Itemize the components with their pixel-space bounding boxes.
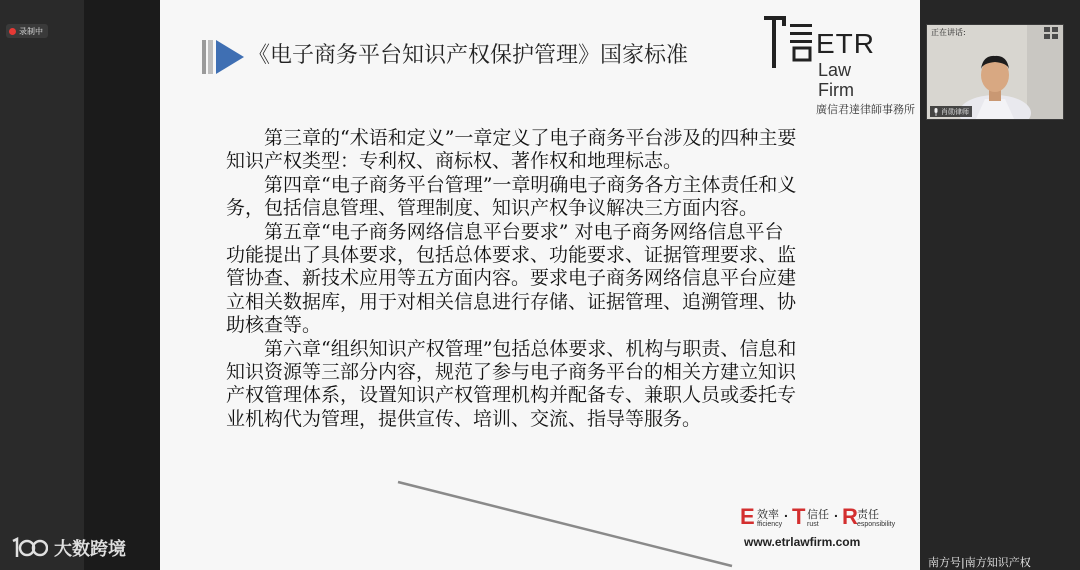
slogan-dot-2: . bbox=[834, 504, 838, 520]
paragraph-chapter-5: 第五章“电子商务网络信息平台要求” 对电子商务网络信息平台功能提出了具体要求，包括总体要求、功能要求、证据管理要求、监管协查、新技术应用等五方面内容。要求电子商务网络信息平台应建立相关数据库，用于对相关信息进行存储、证据管理、追溯管理、协助核查等。 bbox=[226, 220, 797, 337]
slogan-r-cn: 责任 bbox=[857, 508, 879, 521]
watermark-right: 南方号|南方知识产权 bbox=[928, 556, 1031, 569]
paragraph-chapter-6: 第六章“组织知识产权管理”包括总体要求、机构与职责、信息和知识资源等三部分内容，规范了参与电子商务平台的相关方建立知识产权管理体系，设置知识产权管理机构并配备专、兼职人员或委托专业机构代为管理，提供宣传、培训、交流、指导等服务。 bbox=[226, 337, 797, 430]
annotation-line bbox=[396, 478, 736, 570]
watermark-left-text: 大数跨境 bbox=[54, 539, 126, 560]
grid-view-icon[interactable] bbox=[1044, 27, 1058, 39]
slogan-r: R bbox=[842, 504, 858, 529]
slogan-t: T bbox=[792, 504, 806, 529]
slogan-r-en: esponsibility bbox=[857, 521, 896, 528]
logo-100-icon bbox=[10, 537, 48, 559]
participant-name-tag bbox=[930, 106, 972, 117]
logo-etr: ETR bbox=[816, 28, 875, 59]
firm-website: www.etrlawfirm.com bbox=[744, 535, 861, 549]
slide-body bbox=[226, 127, 798, 431]
slogan-e-en: fficiency bbox=[757, 521, 783, 528]
firm-logo bbox=[760, 12, 920, 122]
speaker-video-feed bbox=[927, 25, 1063, 119]
slogan-t-cn: 信任 bbox=[807, 508, 829, 521]
paragraph-chapter-4: 第四章“电子商务平台管理”一章明确电子商务各方主体责任和义务，包括信息管理、管理制度、知识产权争议解决三方面内容。 bbox=[226, 173, 797, 220]
paragraph-chapter-3: 第三章的“术语和定义”一章定义了电子商务平台涉及的四种主要知识产权类型：专利权、商标权、著作权和地理标志。 bbox=[226, 127, 797, 173]
left-panel bbox=[0, 0, 84, 570]
slogan-t-en: rust bbox=[807, 521, 819, 528]
recording-label: 录制中 bbox=[19, 26, 43, 36]
logo-firm: Firm bbox=[818, 80, 854, 100]
slide-title: 《电子商务平台知识产权保护管理》国家标准 bbox=[248, 43, 689, 68]
participant-name: 肖勋律师 bbox=[941, 107, 969, 116]
watermark-left bbox=[10, 535, 126, 561]
slogan-e: E bbox=[740, 504, 755, 529]
slogan-dot-1: . bbox=[784, 504, 788, 520]
play-arrow-icon bbox=[202, 40, 246, 74]
speaking-label: 正在讲话: bbox=[931, 28, 966, 37]
shared-slide bbox=[160, 0, 920, 570]
record-dot-icon bbox=[9, 28, 16, 35]
left-gutter bbox=[84, 0, 160, 570]
logo-law: Law bbox=[818, 60, 852, 80]
logo-chinese-name: 廣信君達律師事務所 bbox=[816, 103, 915, 116]
mic-icon bbox=[933, 108, 939, 116]
slogan bbox=[740, 504, 910, 530]
recording-indicator[interactable] bbox=[6, 24, 48, 38]
slogan-e-cn: 效率 bbox=[757, 508, 779, 521]
